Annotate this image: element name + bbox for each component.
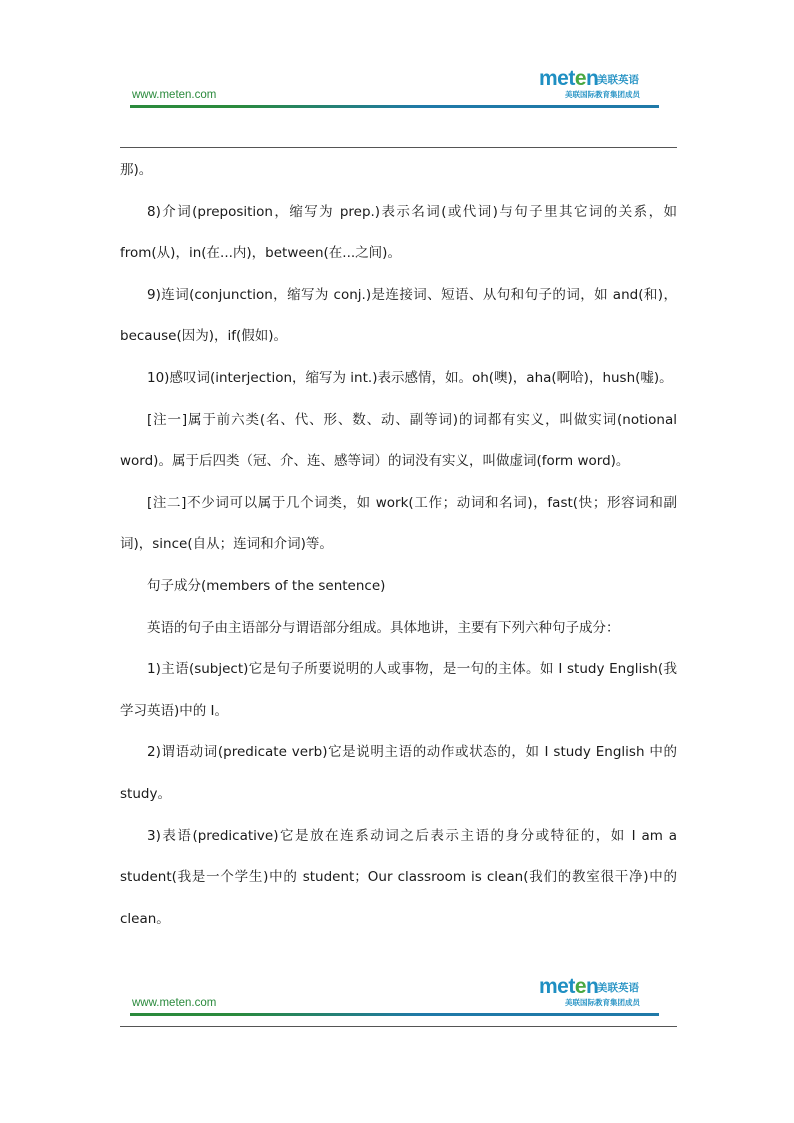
paragraph: 2)谓语动词(predicate verb)它是说明主语的动作或状态的，如 I study English 中的study。 bbox=[120, 744, 677, 802]
site-url: www.meten.com bbox=[132, 997, 217, 1009]
logo-wordmark: meten bbox=[539, 67, 599, 90]
logo-wordmark: meten bbox=[539, 975, 599, 998]
page-header bbox=[120, 64, 677, 134]
logo-subtitle: 美联国际教育集团成员 bbox=[565, 998, 640, 1007]
site-url: www.meten.com bbox=[132, 89, 217, 101]
footer-color-band bbox=[130, 1013, 659, 1016]
section-heading: 句子成分(members of the sentence) bbox=[147, 577, 386, 594]
logo-chinese-name: 美联英语 bbox=[597, 74, 639, 86]
paragraph: 8)介词(preposition，缩写为 prep.)表示名词(或代词)与句子里其它词的关系，如from(从)，in(在...内)，between(在...之间)。 bbox=[120, 203, 677, 262]
header-color-band bbox=[130, 105, 659, 108]
paragraph: [注一]属于前六类(名、代、形、数、动、副等词)的词都有实义，叫做实词(notional word)。属于后四类（冠、介、连、感等词）的词没有实义，叫做虚词(form word)。 bbox=[120, 411, 677, 470]
document-body bbox=[120, 150, 677, 940]
page-footer bbox=[120, 972, 677, 1042]
header-rule bbox=[120, 147, 677, 148]
logo-subtitle: 美联国际教育集团成员 bbox=[565, 90, 640, 99]
meten-logo bbox=[539, 68, 659, 102]
paragraph: 10)感叹词(interjection，缩写为 int.)表示感情，如。oh(噢)，aha(啊哈)，hush(嘘)。 bbox=[147, 369, 673, 386]
paragraph: 英语的句子由主语部分与谓语部分组成。具体地讲，主要有下列六种句子成分： bbox=[147, 619, 620, 636]
paragraph: 那)。 bbox=[120, 162, 153, 178]
footer-rule bbox=[120, 1026, 677, 1027]
meten-logo bbox=[539, 976, 659, 1010]
paragraph: [注二]不少词可以属于几个词类，如 work(工作；动词和名词)，fast(快；形容词和副词)，since(自从；连词和介词)等。 bbox=[120, 494, 677, 553]
paragraph: 3)表语(predicative)它是放在连系动词之后表示主语的身分或特征的，如 I am a student(我是一个学生)中的 student；Our classroom is clean(我们的教室很干净)中的clean。 bbox=[120, 827, 677, 927]
paragraph: 9)连词(conjunction，缩写为 conj.)是连接词、短语、从句和句子的词，如 and(和)，because(因为)，if(假如)。 bbox=[120, 286, 677, 345]
logo-chinese-name: 美联英语 bbox=[597, 982, 639, 994]
paragraph: 1)主语(subject)它是句子所要说明的人或事物，是一句的主体。如 I study English(我学习英语)中的 I。 bbox=[120, 661, 677, 719]
